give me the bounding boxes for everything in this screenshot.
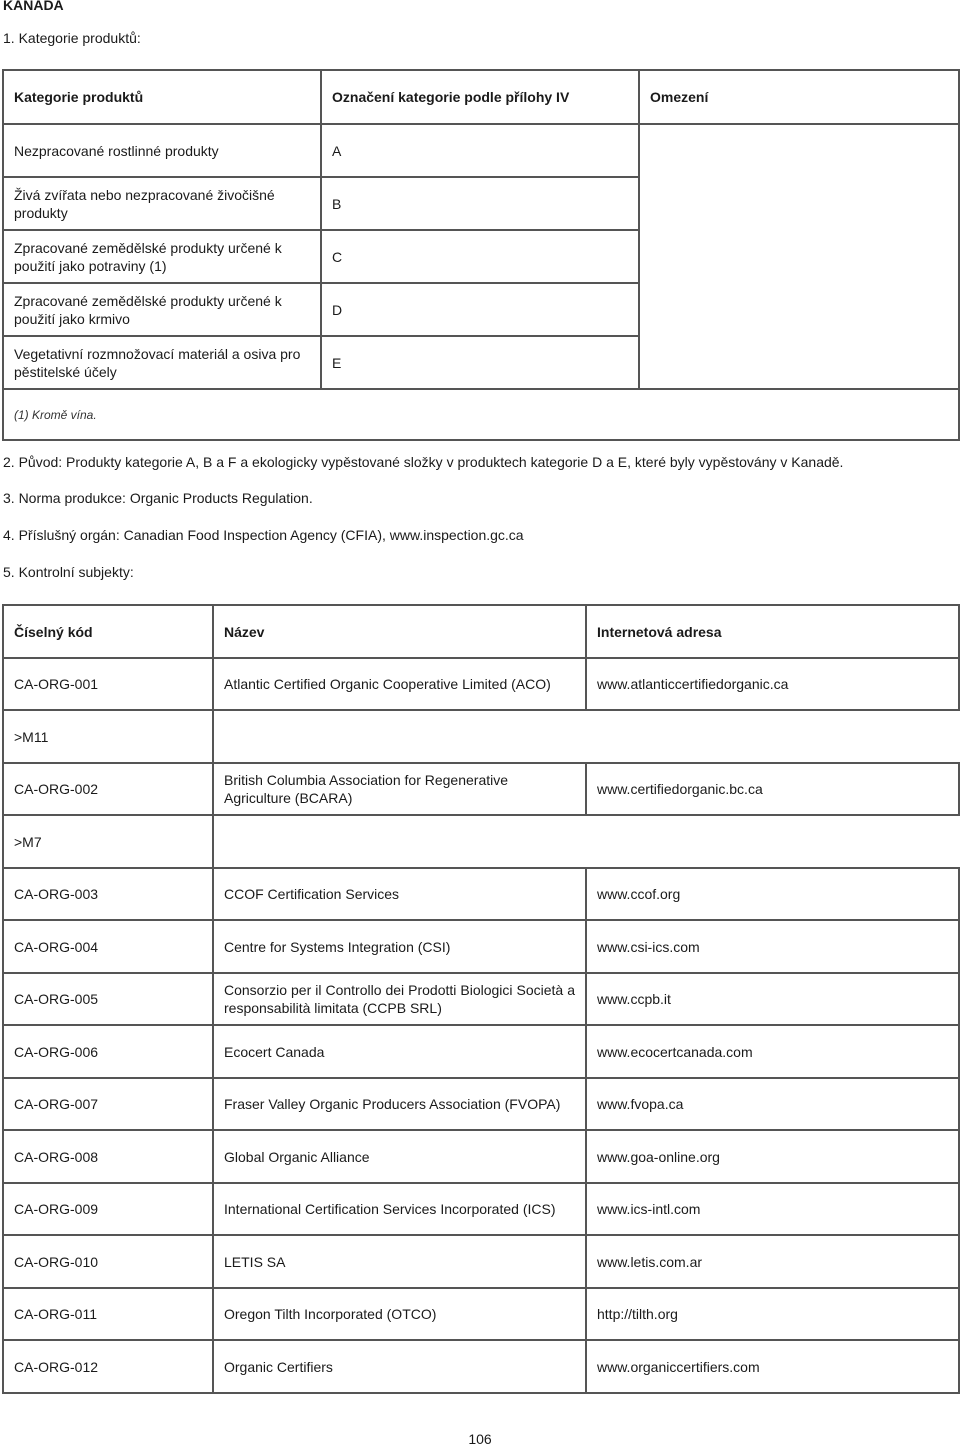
name-cell: LETIS SA	[213, 1235, 586, 1288]
code-cell: CA-ORG-012	[3, 1340, 213, 1393]
url-cell: www.goa-online.org	[586, 1130, 959, 1183]
url-cell: www.fvopa.ca	[586, 1078, 959, 1130]
table-row	[3, 1235, 959, 1288]
table-row	[3, 124, 959, 177]
restrictions-cell	[639, 124, 959, 177]
table-header-row	[3, 70, 959, 124]
restrictions-cell	[639, 336, 959, 389]
code-cell: CA-ORG-009	[3, 1183, 213, 1235]
name-cell: Global Organic Alliance	[213, 1130, 586, 1183]
code-cell: E	[321, 336, 639, 389]
header-number-code: Číselný kód	[3, 605, 213, 658]
name-cell: Ecocert Canada	[213, 1025, 586, 1078]
name-cell: British Columbia Association for Regenerative Agriculture (BCARA)	[213, 763, 586, 815]
table-row	[3, 1078, 959, 1130]
url-cell: http://tilth.org	[586, 1288, 959, 1340]
name-cell: Consorzio per il Controllo dei Prodotti Biologici Società a responsabilità limitata (CCPB SRL)	[213, 973, 586, 1025]
restrictions-cell	[639, 283, 959, 336]
table-header-row	[3, 605, 959, 658]
code-cell: CA-ORG-005	[3, 973, 213, 1025]
control-bodies-table	[2, 604, 960, 1394]
table-row	[3, 1288, 959, 1340]
country-heading: KANADA	[3, 0, 64, 13]
table-row	[3, 868, 959, 920]
table-row	[3, 283, 959, 336]
name-cell: CCOF Certification Services	[213, 868, 586, 920]
empty-cell	[213, 710, 959, 763]
code-cell: CA-ORG-008	[3, 1130, 213, 1183]
code-cell: CA-ORG-002	[3, 763, 213, 815]
url-cell: www.csi-ics.com	[586, 920, 959, 973]
table-row	[3, 1183, 959, 1235]
code-cell: A	[321, 124, 639, 177]
table-row	[3, 920, 959, 973]
url-cell: www.letis.com.ar	[586, 1235, 959, 1288]
code-cell: CA-ORG-004	[3, 920, 213, 973]
table-row	[3, 658, 959, 710]
code-cell: CA-ORG-003	[3, 868, 213, 920]
category-cell: Zpracované zemědělské produkty určené k použití jako potraviny (1)	[3, 230, 321, 283]
section-5-title: 5. Kontrolní subjekty:	[3, 564, 134, 580]
header-code: Označení kategorie podle přílohy IV	[321, 70, 639, 124]
marker-row	[3, 710, 959, 763]
code-cell: C	[321, 230, 639, 283]
footnote-row	[3, 389, 959, 440]
category-cell: Vegetativní rozmnožovací materiál a osiva pro pěstitelské účely	[3, 336, 321, 389]
header-name: Název	[213, 605, 586, 658]
amendment-marker: >M11	[3, 710, 213, 763]
code-cell: CA-ORG-010	[3, 1235, 213, 1288]
code-cell: CA-ORG-001	[3, 658, 213, 710]
name-cell: Centre for Systems Integration (CSI)	[213, 920, 586, 973]
category-cell: Nezpracované rostlinné produkty	[3, 124, 321, 177]
url-cell: www.atlanticcertifiedorganic.ca	[586, 658, 959, 710]
page-number: 106	[468, 1431, 492, 1447]
name-cell: Oregon Tilth Incorporated (OTCO)	[213, 1288, 586, 1340]
footnote: (1) Kromě vína.	[3, 389, 959, 440]
code-cell: B	[321, 177, 639, 230]
url-cell: www.certifiedorganic.bc.ca	[586, 763, 959, 815]
name-cell: Fraser Valley Organic Producers Association (FVOPA)	[213, 1078, 586, 1130]
header-restrictions: Omezení	[639, 70, 959, 124]
code-cell: CA-ORG-007	[3, 1078, 213, 1130]
header-category: Kategorie produktů	[3, 70, 321, 124]
section-2-origin: 2. Původ: Produkty kategorie A, B a F a ekologicky vypěstované složky v produktech kategorie D a E, které byly vypěstovány v Kanadě.	[3, 454, 844, 470]
table-row	[3, 1130, 959, 1183]
url-cell: www.ecocertcanada.com	[586, 1025, 959, 1078]
category-cell: Živá zvířata nebo nezpracované živočišné produkty	[3, 177, 321, 230]
section-3-standard: 3. Norma produkce: Organic Products Regulation.	[3, 490, 313, 506]
url-cell: www.ics-intl.com	[586, 1183, 959, 1235]
url-cell: www.ccpb.it	[586, 973, 959, 1025]
code-cell: CA-ORG-011	[3, 1288, 213, 1340]
table-row	[3, 1340, 959, 1393]
url-cell: www.ccof.org	[586, 868, 959, 920]
marker-row	[3, 815, 959, 868]
header-web-address: Internetová adresa	[586, 605, 959, 658]
code-cell: D	[321, 283, 639, 336]
restrictions-cell	[639, 230, 959, 283]
table-row	[3, 336, 959, 389]
name-cell: Atlantic Certified Organic Cooperative Limited (ACO)	[213, 658, 586, 710]
table-row	[3, 230, 959, 283]
section-4-authority: 4. Příslušný orgán: Canadian Food Inspection Agency (CFIA), www.inspection.gc.ca	[3, 527, 524, 543]
product-category-table	[2, 69, 960, 441]
name-cell: International Certification Services Incorporated (ICS)	[213, 1183, 586, 1235]
section-1-title: 1. Kategorie produktů:	[3, 30, 141, 46]
name-cell: Organic Certifiers	[213, 1340, 586, 1393]
table-row	[3, 1025, 959, 1078]
url-cell: www.organiccertifiers.com	[586, 1340, 959, 1393]
category-cell: Zpracované zemědělské produkty určené k použití jako krmivo	[3, 283, 321, 336]
amendment-marker: >M7	[3, 815, 213, 868]
code-cell: CA-ORG-006	[3, 1025, 213, 1078]
table-row	[3, 177, 959, 230]
table-row	[3, 763, 959, 815]
restrictions-cell	[639, 177, 959, 230]
empty-cell	[213, 815, 959, 868]
table-row	[3, 973, 959, 1025]
